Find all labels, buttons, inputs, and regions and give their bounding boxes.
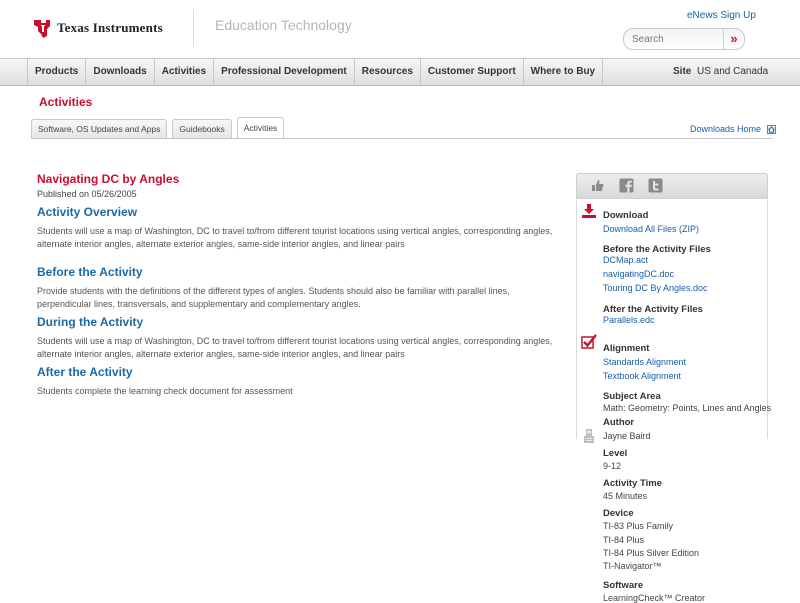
tab-guidebooks[interactable]: Guidebooks [172, 119, 231, 138]
device-item: TI-84 Plus [603, 535, 645, 545]
search-box [623, 28, 745, 50]
download-all-link[interactable]: Download All Files (ZIP) [603, 224, 700, 234]
device-item: TI-84 Plus Silver Edition [603, 548, 700, 558]
home-icon [767, 125, 776, 134]
nav-item-where-to-buy[interactable]: Where to Buy [524, 59, 603, 85]
file-link[interactable]: Touring DC By Angles.doc [603, 283, 708, 293]
text-during-activity: Students will use a map of Washington, DC to travel to/from different tourist locations using vertical angles, corresponding angles, alternate interior angles, alternate exterior angles, same-side interior angles, and linear pairs [37, 336, 553, 359]
ti-logo[interactable] [32, 17, 163, 39]
header-divider [193, 10, 194, 46]
published-date: Published on 05/26/2005 [37, 189, 137, 199]
device-heading: Device [603, 508, 634, 519]
download-heading: Download [603, 210, 649, 221]
download-icon [581, 203, 597, 219]
heading-before-activity: Before the Activity [37, 265, 143, 279]
file-link[interactable]: navigatingDC.doc [603, 269, 675, 279]
after-files-heading: After the Activity Files [603, 304, 703, 315]
nav-item-professional-development[interactable]: Professional Development [214, 59, 355, 85]
brand-subtitle: Education Technology [215, 17, 352, 33]
tab-divider [31, 138, 773, 139]
heading-during-activity: During the Activity [37, 315, 144, 329]
device-item: TI-Navigator™ [603, 561, 662, 571]
device-item: TI-83 Plus Family [603, 521, 674, 531]
enews-signup-link[interactable]: eNews Sign Up [687, 10, 756, 21]
subject-area-heading: Subject Area [603, 391, 661, 402]
calculator-icon [581, 428, 597, 444]
text-after-activity: Students complete the learning check document for assessment [37, 386, 293, 396]
share-bar [576, 173, 768, 199]
author-value: Jayne Baird [603, 431, 651, 441]
twitter-icon[interactable] [648, 178, 663, 193]
ti-logo-icon [32, 17, 52, 39]
software-heading: Software [603, 580, 644, 591]
site-selector[interactable]: US and Canada [697, 66, 769, 77]
tab-activities[interactable]: Activities [237, 117, 285, 138]
section-title: Activities [39, 95, 93, 109]
before-files-heading: Before the Activity Files [603, 244, 711, 255]
nav-item-products[interactable]: Products [27, 59, 86, 85]
downloads-home-label: Downloads Home [690, 124, 762, 134]
nav-item-resources[interactable]: Resources [355, 59, 421, 85]
activity-time-heading: Activity Time [603, 478, 662, 489]
author-heading: Author [603, 417, 635, 428]
site-header [0, 0, 800, 58]
tab-software-os-updates[interactable]: Software, OS Updates and Apps [31, 119, 167, 138]
file-link[interactable]: DCMap.act [603, 255, 649, 265]
text-before-activity: Provide students with the definitions of the different types of angles. Students should also be familiar with parallel lines, perpendicular lines, transversals, and supplementary and complementary angles. [37, 286, 510, 309]
file-link[interactable]: Parallels.edc [603, 315, 655, 325]
nav-item-activities[interactable]: Activities [155, 59, 214, 85]
site-label: Site [673, 66, 692, 77]
nav-item-customer-support[interactable]: Customer Support [421, 59, 524, 85]
level-value: 9-12 [603, 461, 622, 471]
activity-title: Navigating DC by Angles [37, 172, 180, 186]
tab-bar [31, 119, 289, 138]
textbook-alignment-link[interactable]: Textbook Alignment [603, 371, 682, 381]
standards-alignment-link[interactable]: Standards Alignment [603, 357, 687, 367]
activity-time-value: 45 Minutes [603, 491, 648, 501]
level-heading: Level [603, 448, 628, 459]
nav-item-downloads[interactable]: Downloads [86, 59, 154, 85]
subject-area-value: Math: Geometry: Points, Lines and Angles [603, 403, 772, 413]
facebook-icon[interactable] [619, 178, 634, 193]
heading-after-activity: After the Activity [37, 365, 133, 379]
brand-name: Texas Instruments [57, 20, 163, 35]
downloads-home-link[interactable] [690, 124, 776, 134]
checkmark-icon [581, 334, 597, 350]
software-item: LearningCheck™ Creator [603, 593, 706, 603]
activity-sidebar [576, 173, 772, 603]
text-activity-overview: Students will use a map of Washington, DC to travel to/from different tourist locations using vertical angles, corresponding angles, alternate interior angles, alternate exterior angles, same-side interior angles, and linear pairs [37, 226, 553, 249]
thumbs-up-icon[interactable] [590, 178, 605, 193]
heading-activity-overview: Activity Overview [37, 205, 138, 219]
main-nav [0, 58, 800, 86]
search-input[interactable] [632, 32, 720, 46]
activity-content [37, 172, 557, 398]
alignment-heading: Alignment [603, 343, 650, 354]
search-button[interactable]: » [723, 29, 744, 49]
